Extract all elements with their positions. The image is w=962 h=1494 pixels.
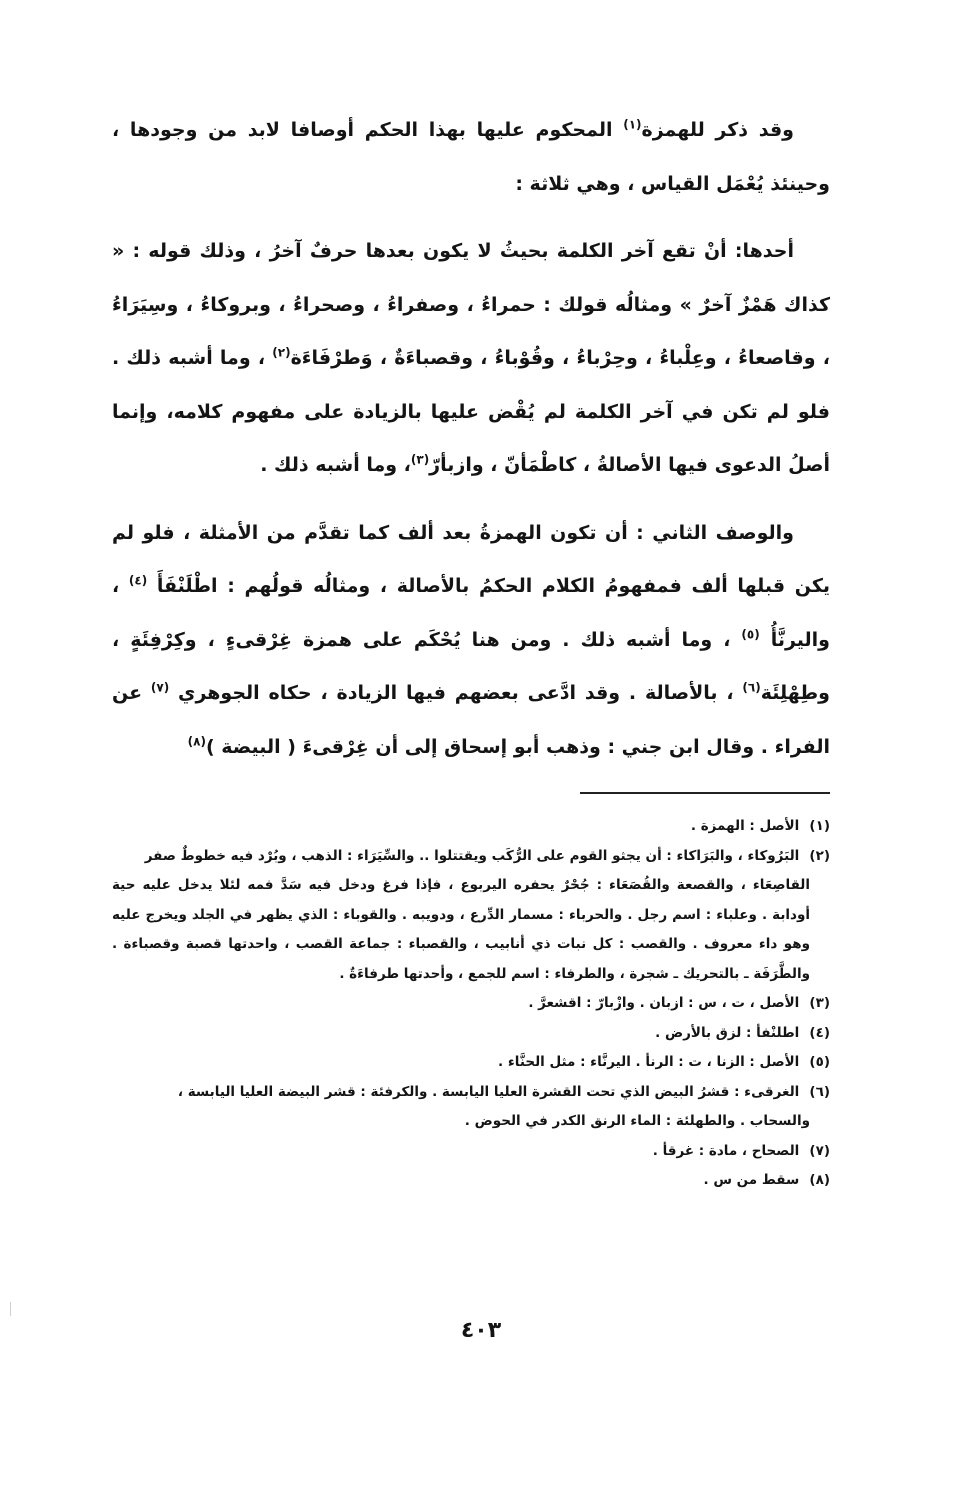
footnote-separator <box>580 792 830 794</box>
footnote-text: الغرقىء : قشرُ البيض الذي تحت القشرة العليا اليابسة . والكرفئة : قشر البيضة العليا اليابسة ، <box>177 1083 800 1100</box>
footnote-text-continued: القاصِعَاء ، والقصعة والقُصَعَاء : جُحْرٌ يحفره اليربوع ، فإذا فرغ ودخل فيه سَدَّ فمه لئلا يدخل عليه حية أودابة . وعلباء : اسم رجل . والحرباء : مسمار الدِّرع ، ودويبه . والقوباء : الذي يظهر في الجلد ويخرج عليه وهو داء معروف . والقصب : كل نبات ذي أنابيب ، والقصباء : جماعة القصب ، واحدتها قصبة وقصباءة . والطَّرَفَة ـ بالتحريك ـ شجرة ، والطرفاء : اسم للجمع ، وأحدتها طرفاءَةٌ . <box>112 877 810 982</box>
paragraph-1 <box>112 104 830 211</box>
footnote-4 <box>112 1019 830 1049</box>
footnote-text: الأصل ، ت ، س : ازبان . وازْبارّ : اقشعرَّ . <box>528 995 800 1011</box>
footnote-number: (٨) <box>809 1172 830 1188</box>
text-segment: عن الفراء . وقال ابن جني : وذهب أبو إسحاق إلى أن غِرْقىءَ ( البيضة ) <box>112 682 830 758</box>
main-text <box>112 104 830 774</box>
footnote-ref-2: (٢) <box>272 345 291 360</box>
footnote-3 <box>112 989 830 1019</box>
footnote-ref-8: (٨) <box>187 734 206 749</box>
paragraph-3 <box>112 507 830 775</box>
footnote-text: الأصل : الهمزة . <box>690 818 800 834</box>
footnote-1 <box>112 812 830 842</box>
footnote-6 <box>112 1078 830 1137</box>
text-segment: أحدها: أنْ تقع آخر الكلمة بحيثُ لا يكون بعدها حرفٌ آخرُ ، وذلك قوله : « كذاك هَمْزٌ آخرٌ » ومثالُه قولك : حمراءُ ، وصفراءُ ، وصحراءُ ، وبروكاءُ ، وسِيَرَاءُ ، وقاصعاءُ ، وعِلْباءُ ، وحِرْباءُ ، وقُوْباءُ ، وقصباءَةٌ ، وَطرْفَاءَة <box>112 240 830 369</box>
footnote-text: الصحاح ، مادة : غرقأ . <box>652 1142 800 1159</box>
footnote-number: (٣) <box>809 995 830 1011</box>
footnote-ref-6: (٦) <box>742 680 761 695</box>
footnote-ref-1: (١) <box>623 117 642 132</box>
text-segment: والوصف الثاني : أن تكون الهمزةُ بعد ألف كما تقدَّم من الأمثلة ، فلو لم يكن قبلها ألف فمفهومُ الكلام الحكمُ بالأصالة ، ومثالُه قولُهم : اطْلَنْفَأَ <box>112 521 831 597</box>
footnote-text: الأصل : الزنا ، ت : الرنأ . اليرنَّاء : مثل الحنَّاء . <box>498 1054 800 1070</box>
footnotes <box>112 812 830 1196</box>
text-segment: وقد ذكر للهمزة <box>641 119 794 141</box>
footnote-number: (١) <box>809 818 830 834</box>
footnote-number: (٦) <box>809 1083 830 1100</box>
text-segment: ، واليرنَّأُ <box>112 575 830 651</box>
footnote-ref-5: (٥) <box>741 627 760 642</box>
footnote-number: (٤) <box>809 1024 830 1041</box>
footnote-ref-4: (٤) <box>128 573 148 588</box>
text-segment: ، وما أشبه ذلك . ومن هنا يُحْكَم على همزة غِرْقىءٍ ، وكِرْفِئَةٍ ، وطِهْلِئَة <box>112 628 830 704</box>
footnote-number: (٧) <box>809 1142 830 1159</box>
paragraph-2 <box>112 225 830 493</box>
footnote-2 <box>112 842 830 990</box>
footnote-ref-3: (٣) <box>410 452 430 467</box>
footnote-text: اطلنْفأ : لزق بالأرض . <box>655 1024 800 1041</box>
footnote-text-continued: والسحاب . والطهلئة : الماء الرنق الكدر في الحوض . <box>464 1113 810 1129</box>
scan-margin-mark <box>10 1302 11 1316</box>
footnote-number: (٥) <box>809 1054 830 1070</box>
footnote-number: (٢) <box>809 847 830 864</box>
footnote-5 <box>112 1048 830 1078</box>
footnote-8 <box>112 1166 830 1196</box>
text-segment: المحكوم عليها بهذا الحكم أوصافا لابد من وجودها ، وحينئذ يُعْمَل القياس ، وهي ثلاثة : <box>112 119 830 195</box>
text-segment: ، وما أشبه ذلك . فلو لم تكن في آخر الكلمة لم يُقْض عليها بالزيادة على مفهوم كلامه، وإنما أصلُ الدعوى فيها الأصالةُ ، كاطْمَأنّ ، وازبأرّ <box>112 347 830 476</box>
text-segment: ، وما أشبه ذلك . <box>260 454 411 476</box>
footnote-text: سقط من س . <box>703 1172 800 1188</box>
footnote-7 <box>112 1137 830 1167</box>
page-number: ٤٠٣ <box>460 1318 502 1343</box>
footnote-text: البَرُوكاء ، والبَرَاكاء : أن يجثو القوم على الرُّكَب ويقتتلوا .. والسِّيَرَاء : الذهب ، وبُرْد فيه خطوطٌ صفر <box>144 847 800 864</box>
text-segment: ، بالأصالة . وقد ادَّعى بعضهم فيها الزيادة ، حكاه الجوهري <box>169 682 743 704</box>
footnote-ref-7: (٧) <box>150 680 170 695</box>
